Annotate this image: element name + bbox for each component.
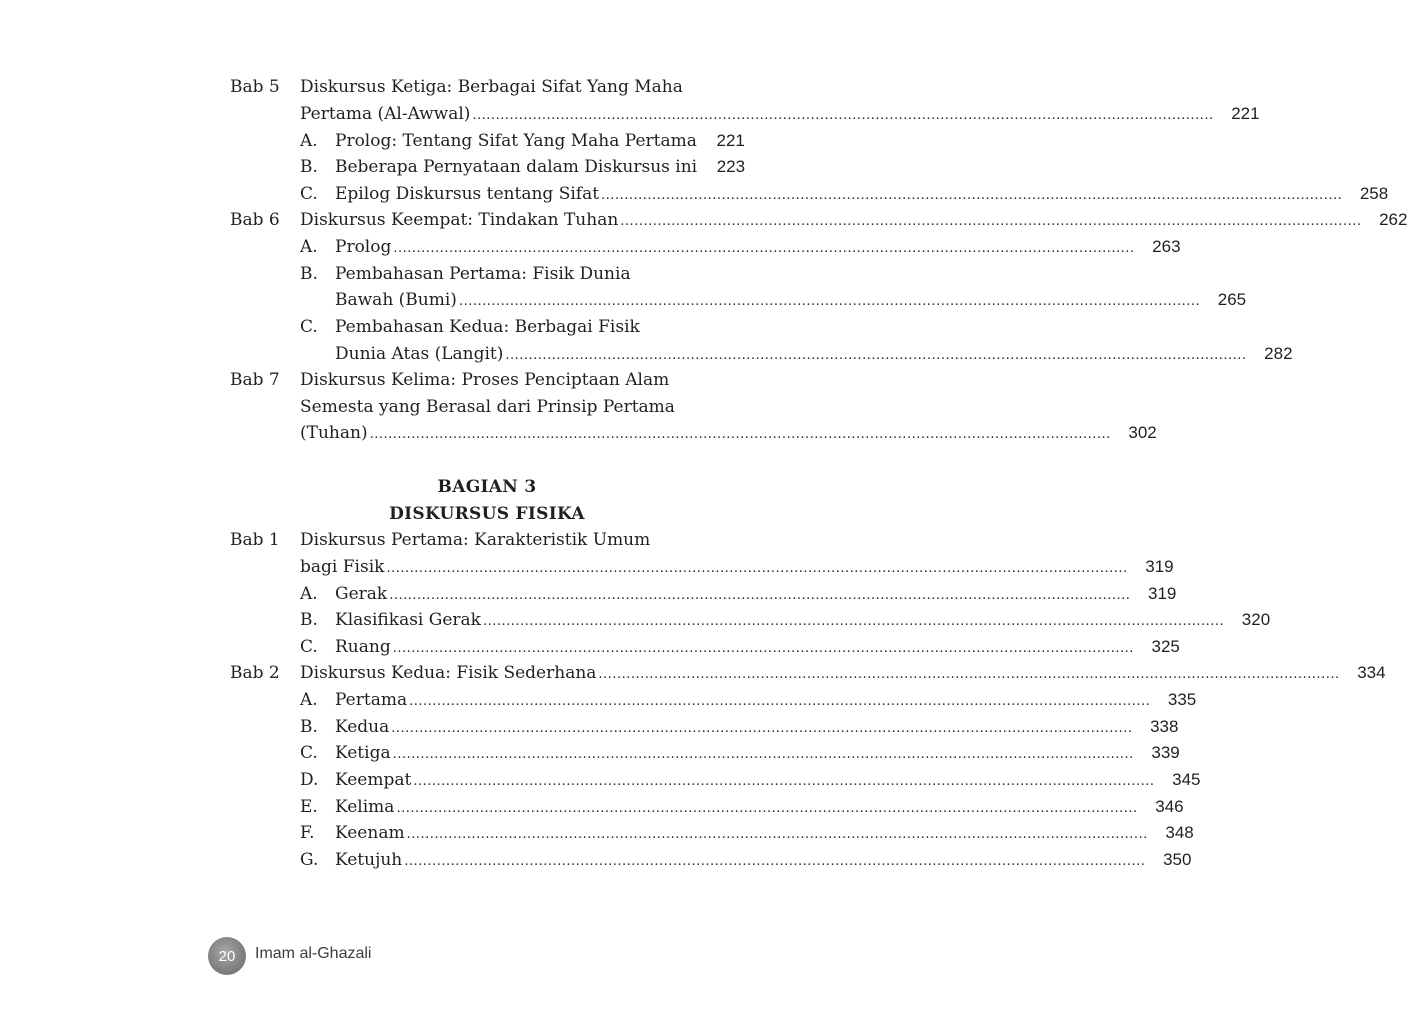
page-number: 319 bbox=[1145, 557, 1174, 576]
dot-leader: ................................................................................................................................................................ bbox=[413, 774, 1155, 789]
section-title: Epilog Diskursus tentang Sifat bbox=[335, 184, 600, 204]
section-title: Keempat bbox=[335, 770, 412, 790]
section-letter: G. bbox=[300, 850, 319, 870]
dot-leader: ................................................................................................................................................................ bbox=[386, 561, 1128, 576]
page-number: 338 bbox=[1150, 717, 1179, 736]
section-title-line: Pembahasan Pertama: Fisik Dunia bbox=[335, 264, 631, 284]
dot-leader: ................................................................................................................................................................ bbox=[482, 614, 1225, 629]
toc-entry bbox=[335, 154, 746, 180]
toc-entry bbox=[300, 420, 1157, 446]
page-number: 334 bbox=[1357, 663, 1386, 682]
page-number: 345 bbox=[1172, 770, 1201, 789]
chapter-label: Bab 2 bbox=[230, 663, 280, 683]
toc-entry bbox=[335, 767, 1201, 793]
section-title-line: Bawah (Bumi) bbox=[335, 290, 457, 310]
dot-leader: ................................................................................................................................................................ bbox=[406, 827, 1148, 842]
section-title: Kedua bbox=[335, 717, 390, 737]
page-number: 221 bbox=[716, 131, 745, 150]
page-number: 258 bbox=[1359, 184, 1389, 203]
page-number-badge bbox=[208, 937, 246, 975]
dot-leader: ................................................................................................................................................................ bbox=[598, 667, 1340, 682]
section-title: Klasifikasi Gerak bbox=[335, 610, 481, 630]
chapter-title-line: Diskursus Ketiga: Berbagai Sifat Yang Maha bbox=[300, 77, 683, 97]
page-number: 320 bbox=[1241, 610, 1271, 629]
chapter-title-line: (Tuhan) bbox=[300, 423, 368, 443]
toc-entry bbox=[300, 101, 1260, 127]
page-number: 282 bbox=[1264, 344, 1293, 363]
chapter-title-line: Pertama (Al-Awwal) bbox=[300, 104, 471, 124]
section-title: Pertama bbox=[335, 690, 408, 710]
toc-entry bbox=[335, 740, 1180, 766]
toc-entry bbox=[335, 820, 1194, 846]
section-letter: B. bbox=[300, 157, 318, 177]
chapter-title: Diskursus Keempat: Tindakan Tuhan bbox=[300, 210, 619, 230]
page-number: 346 bbox=[1155, 797, 1184, 816]
chapter-label: Bab 1 bbox=[230, 530, 280, 550]
toc-entry bbox=[300, 660, 1386, 686]
toc-entry bbox=[335, 287, 1247, 313]
page-number: 265 bbox=[1217, 290, 1247, 309]
section-title: Ketiga bbox=[335, 743, 391, 763]
dot-leader: ................................................................................................................................................................ bbox=[601, 188, 1343, 203]
chapter-title-line: Diskursus Pertama: Karakteristik Umum bbox=[300, 530, 651, 550]
dot-leader: ................................................................................................................................................................ bbox=[472, 108, 1214, 123]
page-number: 335 bbox=[1167, 690, 1197, 709]
page-number: 325 bbox=[1151, 637, 1180, 656]
chapter-label: Bab 5 bbox=[230, 77, 280, 97]
page-number: 263 bbox=[1152, 237, 1181, 256]
section-title-line: Dunia Atas (Langit) bbox=[335, 344, 504, 364]
section-title: Prolog: Tentang Sifat Yang Maha Pertama bbox=[335, 131, 697, 151]
page-number: 339 bbox=[1151, 743, 1180, 762]
chapter-title-line: Diskursus Kelima: Proses Penciptaan Alam bbox=[300, 370, 670, 390]
chapter-label: Bab 7 bbox=[230, 370, 280, 390]
section-letter: F. bbox=[300, 823, 315, 843]
section-title: Prolog bbox=[335, 237, 392, 257]
section-title: Keenam bbox=[335, 823, 405, 843]
dot-leader: ................................................................................................................................................................ bbox=[620, 214, 1362, 229]
chapter-title-line: bagi Fisik bbox=[300, 557, 385, 577]
toc-entry bbox=[335, 128, 745, 154]
page-number: 348 bbox=[1165, 823, 1194, 842]
section-letter: A. bbox=[300, 237, 318, 257]
footer-page-number: 20 bbox=[218, 947, 236, 965]
section-letter: E. bbox=[300, 797, 318, 817]
page-number: 221 bbox=[1231, 104, 1260, 123]
toc-entry bbox=[335, 687, 1197, 713]
dot-leader: ................................................................................................................................................................ bbox=[458, 294, 1201, 309]
dot-leader: ................................................................................................................................................................ bbox=[505, 348, 1247, 363]
section-title: Ketujuh bbox=[335, 850, 403, 870]
section-letter: A. bbox=[300, 584, 318, 604]
section-letter: A. bbox=[300, 690, 318, 710]
section-letter: D. bbox=[300, 770, 319, 790]
page-number: 223 bbox=[716, 157, 746, 176]
toc-entry bbox=[335, 847, 1192, 873]
page-number: 319 bbox=[1148, 584, 1177, 603]
toc-entry bbox=[335, 181, 1389, 207]
toc-entry bbox=[335, 794, 1184, 820]
section-title-line: Pembahasan Kedua: Berbagai Fisik bbox=[335, 317, 640, 337]
toc-entry bbox=[335, 581, 1177, 607]
toc-entry bbox=[335, 634, 1180, 660]
section-letter: B. bbox=[300, 264, 318, 284]
dot-leader: ................................................................................................................................................................ bbox=[396, 801, 1138, 816]
chapter-label: Bab 6 bbox=[230, 210, 280, 230]
section-letter: C. bbox=[300, 743, 318, 763]
dot-leader: ................................................................................................................................................................ bbox=[404, 854, 1146, 869]
chapter-title-line: Semesta yang Berasal dari Prinsip Pertama bbox=[300, 397, 675, 417]
dot-leader: ................................................................................................................................................................ bbox=[369, 427, 1111, 442]
dot-leader: ................................................................................................................................................................ bbox=[389, 588, 1131, 603]
section-title: Gerak bbox=[335, 584, 388, 604]
dot-leader: ................................................................................................................................................................ bbox=[392, 747, 1134, 762]
toc-entry bbox=[335, 714, 1179, 740]
page-number: 302 bbox=[1128, 423, 1157, 442]
section-title: Beberapa Pernyataan dalam Diskursus ini bbox=[335, 157, 698, 177]
toc-entry bbox=[335, 607, 1271, 633]
dot-leader: ................................................................................................................................................................ bbox=[391, 721, 1133, 736]
chapter-title: Diskursus Kedua: Fisik Sederhana bbox=[300, 663, 597, 683]
dot-leader: ................................................................................................................................................................ bbox=[393, 241, 1135, 256]
toc-entry bbox=[335, 341, 1293, 367]
section-letter: B. bbox=[300, 610, 318, 630]
section-letter: C. bbox=[300, 317, 318, 337]
section-title: Ruang bbox=[335, 637, 391, 657]
toc-entry bbox=[335, 234, 1181, 260]
dot-leader: ................................................................................................................................................................ bbox=[392, 641, 1134, 656]
section-letter: B. bbox=[300, 717, 318, 737]
part-heading: BAGIAN 3 bbox=[437, 477, 537, 497]
toc-entry bbox=[300, 554, 1174, 580]
page-number: 350 bbox=[1163, 850, 1192, 869]
part-subheading: DISKURSUS FISIKA bbox=[389, 504, 585, 524]
dot-leader: ................................................................................................................................................................ bbox=[409, 694, 1151, 709]
section-title: Kelima bbox=[335, 797, 395, 817]
toc-entry bbox=[300, 207, 1407, 233]
section-letter: C. bbox=[300, 637, 318, 657]
section-letter: C. bbox=[300, 184, 318, 204]
section-letter: A. bbox=[300, 131, 318, 151]
running-title: Imam al-Ghazali bbox=[255, 945, 372, 962]
page-number: 262 bbox=[1379, 210, 1407, 229]
